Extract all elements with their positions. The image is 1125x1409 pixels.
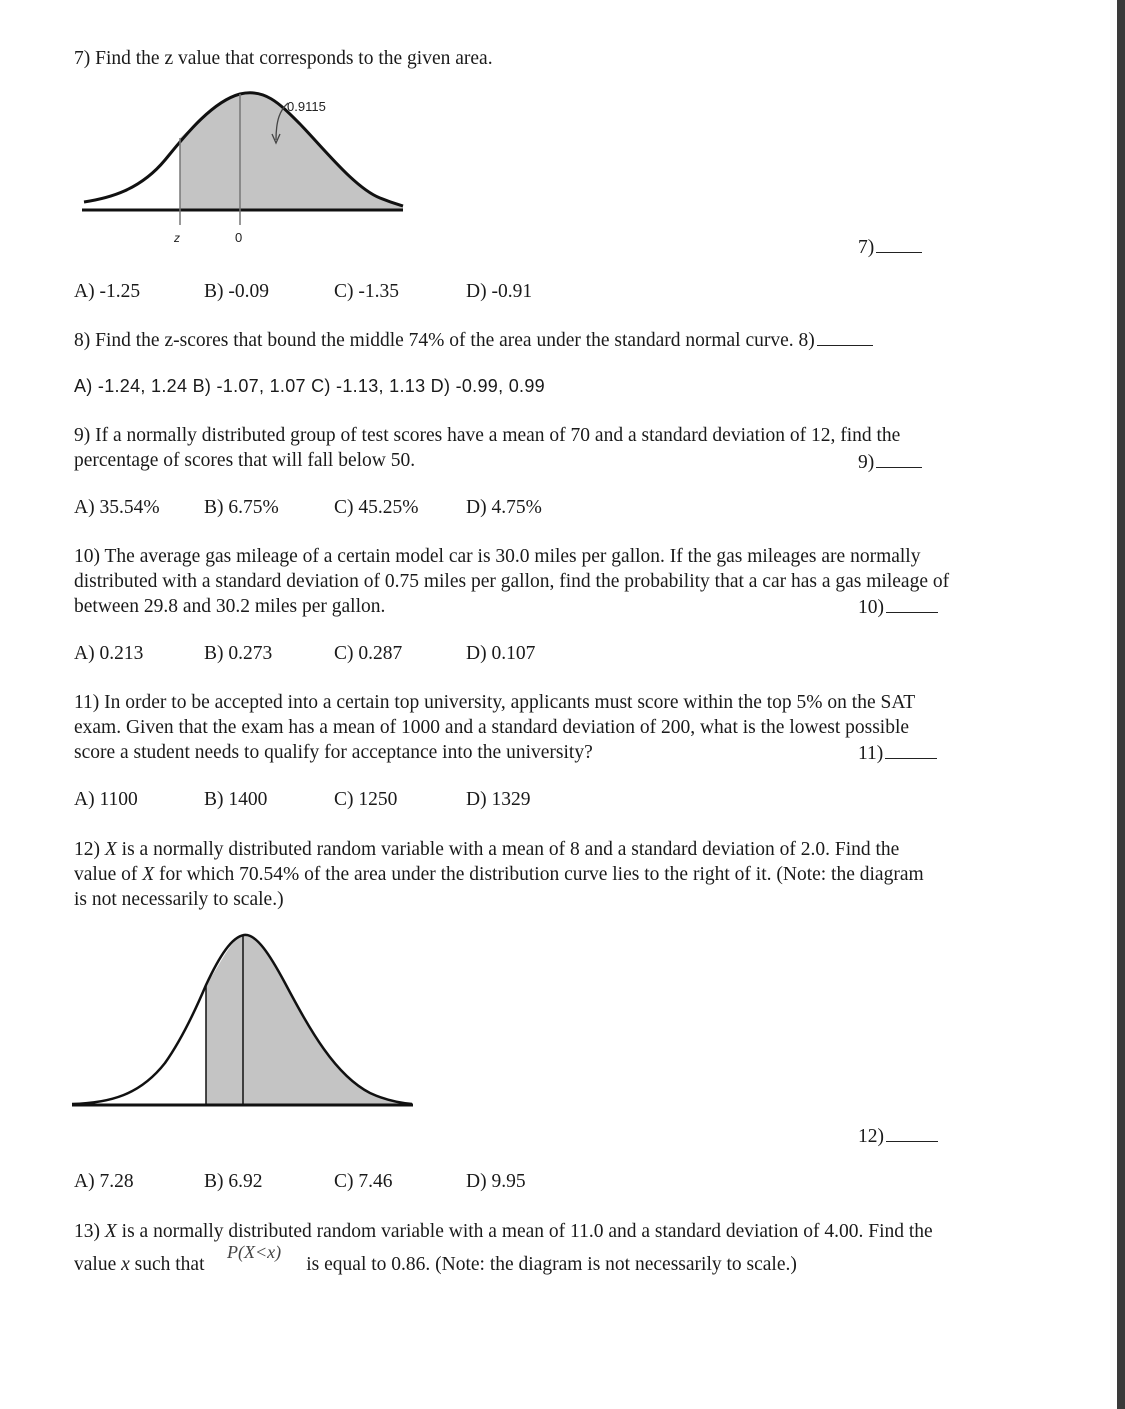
q11-choice-d: D) 1329 (466, 789, 531, 810)
q7-choice-b: B) -0.09 (204, 281, 269, 302)
q7-answer-blank: 7) (858, 235, 922, 260)
q11-line1: 11) In order to be accepted into a certain top university, applicants must score within the top 5% on the SAT (74, 692, 916, 713)
q9-choice-a: A) 35.54% (74, 497, 160, 518)
q7-choice-a: A) -1.25 (74, 281, 141, 302)
q9-line1: 9) If a normally distributed group of test scores have a mean of 70 and a standard deviation of 12, find the (74, 425, 901, 446)
q10-line2: distributed with a standard deviation of 0.75 miles per gallon, find the probability that a car has a gas mileage of (74, 571, 950, 592)
q7-choice-c: C) -1.35 (334, 281, 399, 302)
q7-normal-curve-figure (70, 80, 420, 255)
q9-line2: percentage of scores that will fall below 50. (74, 450, 416, 471)
q10-choice-b: B) 0.273 (204, 643, 273, 664)
q7-z-label: z (174, 231, 180, 245)
q13-line1: 13) X is a normally distributed random variable with a mean of 11.0 and a standard deviation of 4.00. Find the (74, 1221, 933, 1242)
q8-choices: A) -1.24, 1.24 B) -1.07, 1.07 C) -1.13, 1.13 D) -0.99, 0.99 (74, 376, 545, 396)
q13-line2: value x such that is equal to 0.86. (Note: the diagram is not necessarily to scale.) (74, 1254, 797, 1275)
q10-choice-c: C) 0.287 (334, 643, 403, 664)
q10-choice-a: A) 0.213 (74, 643, 144, 664)
q10-line3: between 29.8 and 30.2 miles per gallon. (74, 596, 386, 617)
q12-choice-a: A) 7.28 (74, 1171, 134, 1192)
q13-formula: P(X<x) (227, 1242, 282, 1262)
q7-choice-d: D) -0.91 (466, 281, 533, 302)
q12-answer-blank: 12) (858, 1124, 938, 1149)
q11-line3: score a student needs to qualify for acceptance into the university? (74, 742, 593, 763)
q9-choice-c: C) 45.25% (334, 497, 419, 518)
q7-text: 7) Find the z value that corresponds to the given area. (74, 48, 493, 69)
q12-line2: value of X for which 70.54% of the area under the distribution curve lies to the right of it. (Note: the diagram (74, 864, 924, 885)
q8-text: 8) Find the z-scores that bound the middle 74% of the area under the standard normal curve. 8) (74, 328, 873, 353)
q12-line3: is not necessarily to scale.) (74, 889, 284, 910)
page-edge-bar (1117, 0, 1125, 1409)
q11-choice-b: B) 1400 (204, 789, 268, 810)
q10-choice-d: D) 0.107 (466, 643, 536, 664)
q10-line1: 10) The average gas mileage of a certain model car is 30.0 miles per gallon. If the gas mileages are normally (74, 546, 921, 567)
q11-answer-blank: 11) (858, 741, 937, 766)
q12-choice-b: B) 6.92 (204, 1171, 263, 1192)
q10-answer-blank: 10) (858, 595, 938, 620)
q9-answer-blank: 9) (858, 450, 922, 475)
q9-choice-d: D) 4.75% (466, 497, 542, 518)
q12-line1: 12) X is a normally distributed random variable with a mean of 8 and a standard deviation of 2.0. Find the (74, 839, 900, 860)
q12-choice-d: D) 9.95 (466, 1171, 526, 1192)
q7-zero-label: 0 (235, 230, 243, 245)
q12-shaded-area (206, 935, 412, 1105)
q12-normal-curve-figure (70, 925, 420, 1115)
q7-area-label: 0.9115 (287, 99, 326, 114)
q11-line2: exam. Given that the exam has a mean of 1000 and a standard deviation of 200, what is the lowest possible (74, 717, 910, 738)
q11-choice-a: A) 1100 (74, 789, 138, 810)
q11-choice-c: C) 1250 (334, 789, 398, 810)
q9-choice-b: B) 6.75% (204, 497, 279, 518)
q12-choice-c: C) 7.46 (334, 1171, 393, 1192)
